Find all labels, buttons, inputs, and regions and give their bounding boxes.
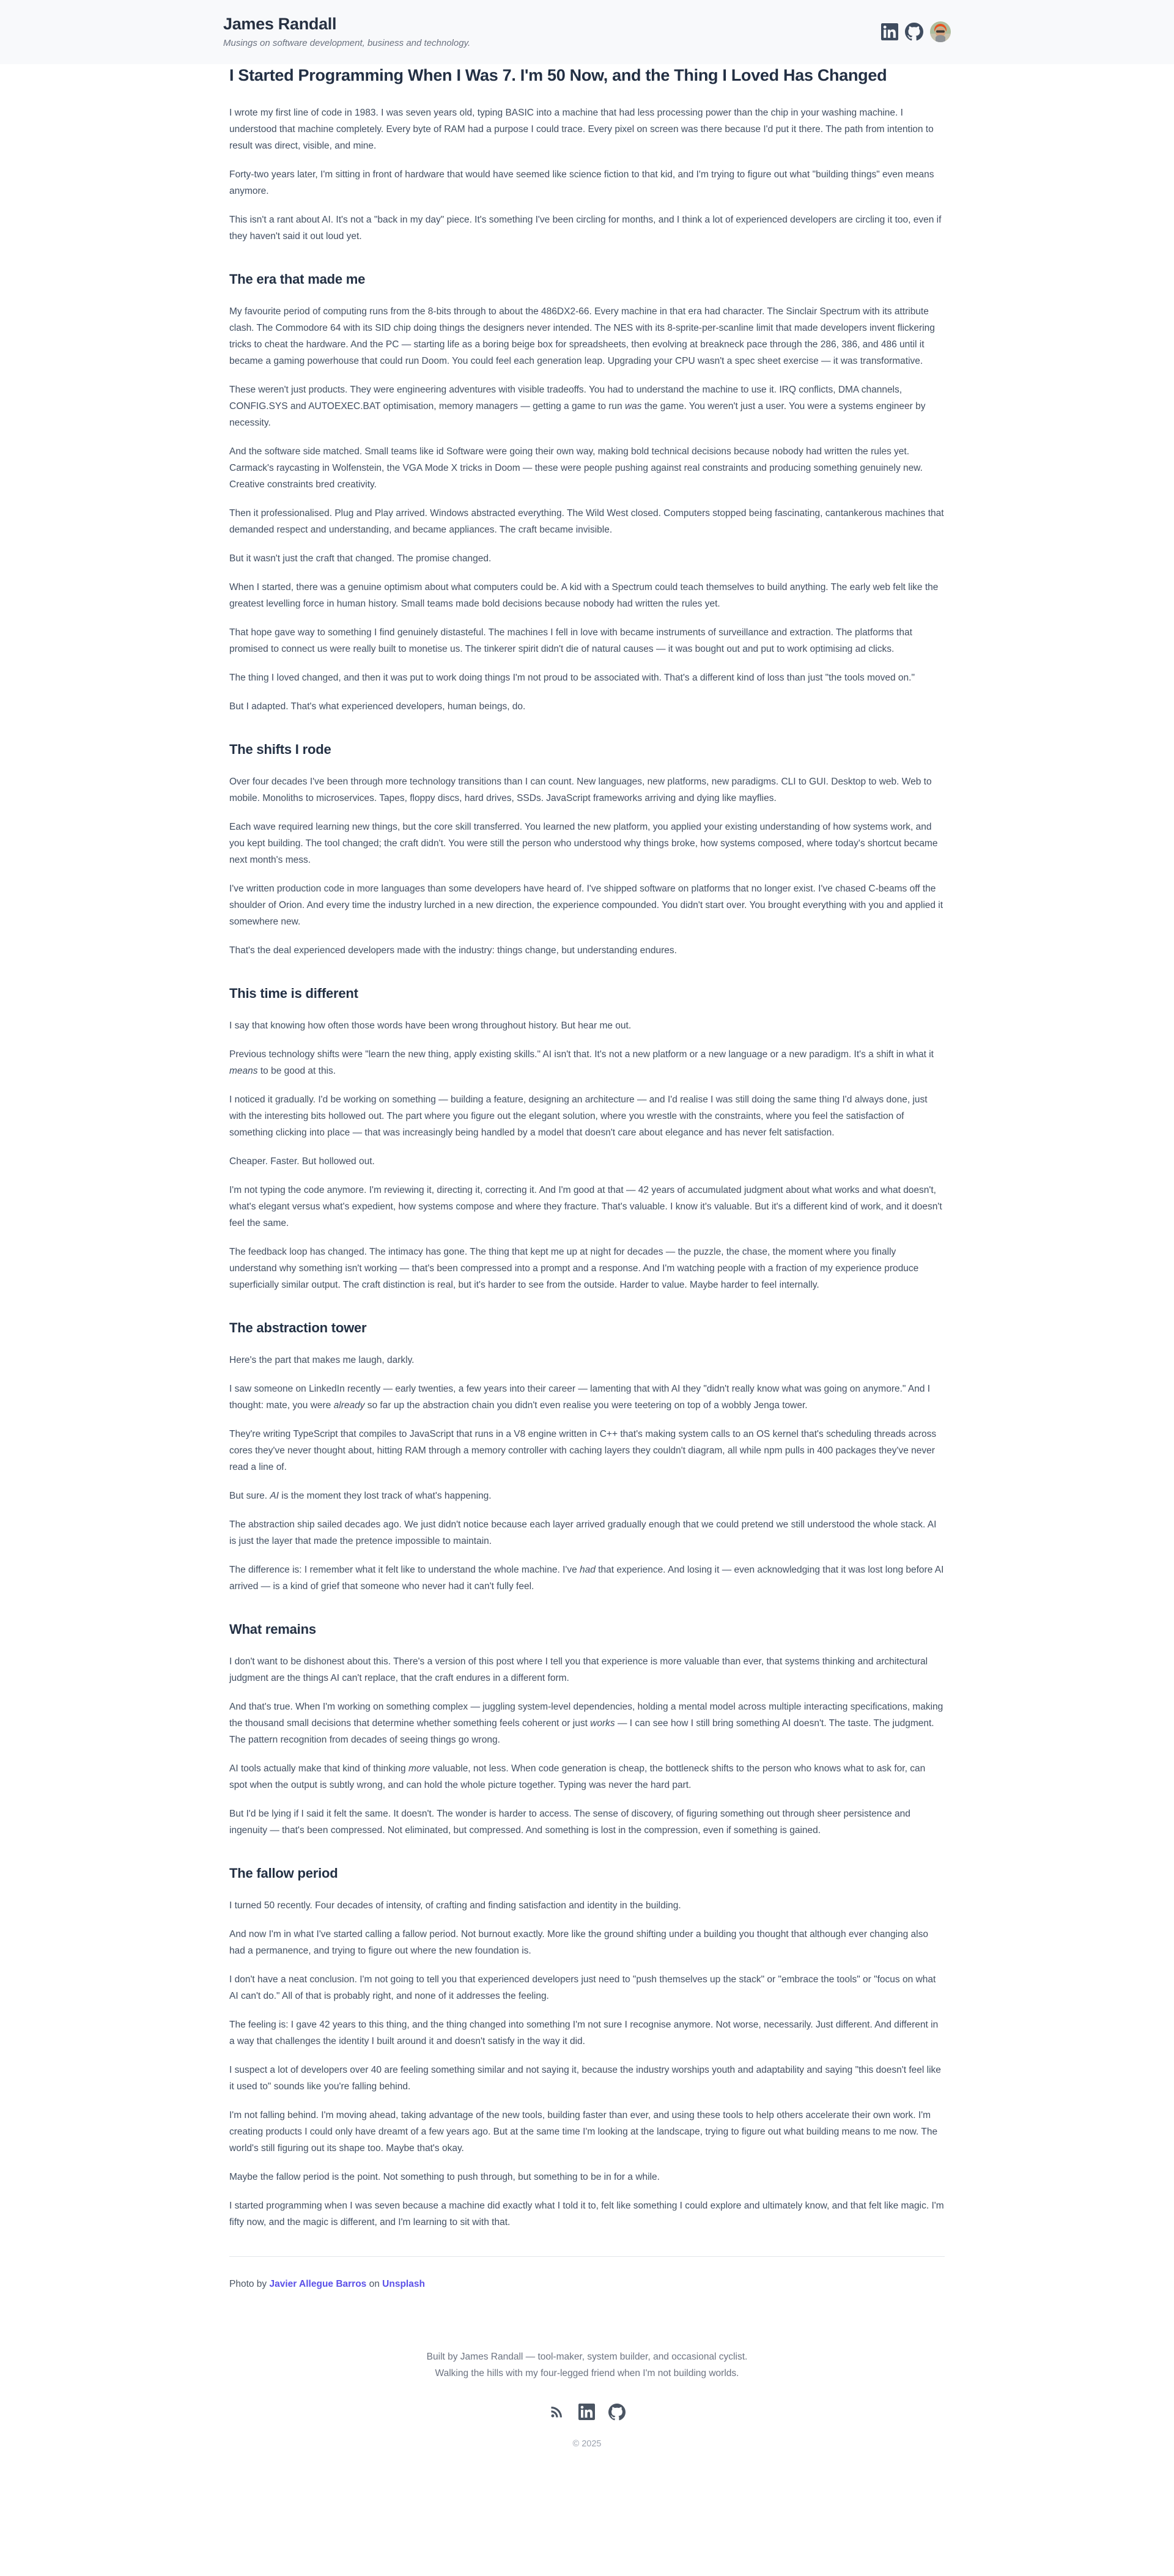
- paragraph: But it wasn't just the craft that changed. The promise changed.: [229, 553, 492, 564]
- paragraph: Cheaper. Faster. But hollowed out.: [229, 1156, 375, 1167]
- paragraph: I don't want to be dishonest about this. There's a version of this post where I tell you that experience is more valuable than ever, that systems thinking and architectural judgment are the things AI can't replace, that the craft endures in a different form.: [229, 1656, 928, 1684]
- linkedin-icon[interactable]: [578, 2404, 595, 2421]
- section-heading: The era that made me: [229, 271, 366, 287]
- paragraph: And the software side matched. Small teams like id Software were going their own way, making bold technical decisions because nobody had written the rules yet. Carmack's raycasting in Wolfenstein, the VGA Mode X tricks in Doom — these were people pushing against real constraints and producing something genuinely new. Creative constraints bred creativity.: [229, 446, 923, 490]
- paragraph: Here's the part that makes me laugh, darkly.: [229, 1355, 415, 1366]
- github-icon[interactable]: [905, 23, 923, 41]
- paragraph: I'm not falling behind. I'm moving ahead, taking advantage of the new tools, building faster than ever, and using these tools to help others accelerate their own work. I'm creating products I could only have dreamt of a few years ago. But at the same time I'm looking at the landscape, trying to figure out what building means to me now. The world's still figuring out its shape too. Maybe that's okay.: [229, 2110, 938, 2154]
- paragraph: But I adapted. That's what experienced developers, human beings, do.: [229, 701, 526, 712]
- photo-credit: [229, 2279, 945, 2290]
- paragraph: I don't have a neat conclusion. I'm not going to tell you that experienced developers just need to "push themselves up the stack" or "embrace the tools" or "focus on what AI can't do." All of that is probably right, and none of it addresses the feeling.: [229, 1974, 936, 2002]
- paragraph: My favourite period of computing runs from the 8-bits through to about the 486DX2-66. Every machine in that era had character. The Sinclair Spectrum with its attribute clash. The Commodore 64 with its SID chip doing things the designers never intended. The NES with its 8-sprite-per-scanline limit that made developers invent flickering tricks to cheat the hardware. And the PC — starting life as a boring beige box for spreadsheets, then evolving at breakneck pace through the 286, 386, and 486 until it became a gaming powerhouse that could run Doom. You could feel each generation leap. Upgrading your CPU wasn't a spec sheet exercise — it was transformative.: [229, 306, 935, 367]
- paragraph: I turned 50 recently. Four decades of intensity, of crafting and finding satisfaction and identity in the building.: [229, 1900, 681, 1911]
- emphasis-text: was: [624, 401, 642, 412]
- paragraph: But sure. AI is the moment they lost track of what's happening.: [229, 1491, 492, 1502]
- paragraph: The feedback loop has changed. The intimacy has gone. The thing that kept me up at night for decades — the puzzle, the chase, the moment where you finally understand why something isn't working — that's been compressed into a prompt and a response. And I'm watching people with a fraction of my experience produce superficially similar output. The craft distinction is real, but it's harder to see from the outside. Harder to value. Maybe harder to feel internally.: [229, 1247, 919, 1291]
- paragraph: Each wave required learning new things, but the core skill transferred. You learned the new platform, you applied your existing understanding of how systems work, and you kept building. The tool changed; the craft didn't. You were still the person who understood why things broke, how systems composed, where today's shortcut became next month's mess.: [229, 822, 938, 866]
- paragraph: I wrote my first line of code in 1983. I was seven years old, typing BASIC into a machine that had less processing power than the chip in your washing machine. I understood that machine completely. Every byte of RAM had a purpose I could trace. Every pixel on screen was there because I'd put it there. The path from intention to result was direct, visible, and mine.: [229, 108, 934, 152]
- paragraph: Then it professionalised. Plug and Play arrived. Windows abstracted everything. The Wild West closed. Computers stopped being fascinating, cantankerous machines that demanded respect and understanding, and became appliances. The craft became invisible.: [229, 508, 944, 536]
- emphasis-text: AI: [270, 1491, 279, 1502]
- site-tagline: Musings on software development, business and technology.: [223, 38, 471, 48]
- site-title[interactable]: James Randall: [223, 15, 337, 33]
- emphasis-text: works: [590, 1718, 615, 1729]
- footer-social-links: [229, 2404, 945, 2421]
- paragraph: I suspect a lot of developers over 40 are feeling something similar and not saying it, because the industry worships youth and adaptability and saying "this doesn't feel like it used to" sounds like you're falling behind.: [229, 2065, 941, 2092]
- linkedin-icon[interactable]: [881, 23, 898, 40]
- divider: [229, 2256, 945, 2257]
- photo-credit-middle: on: [366, 2279, 383, 2290]
- github-icon[interactable]: [608, 2404, 626, 2421]
- paragraph: But I'd be lying if I said it felt the same. It doesn't. The wonder is harder to access. The sense of discovery, of figuring something out through sheer persistence and ingenuity — that's been compressed. Not eliminated, but compressed. And something is lost in the compression, even if something is gained.: [229, 1809, 910, 1836]
- paragraph: They're writing TypeScript that compiles to JavaScript that runs in a V8 engine written in C++ that's making system calls to an OS kernel that's scheduling threads across cores they've never thought about, hitting RAM through a memory controller with caching layers they couldn't diagram, all while npm pulls in 400 packages they've never read a line of.: [229, 1429, 937, 1473]
- section-heading: The fallow period: [229, 1866, 338, 1881]
- paragraph: I saw someone on LinkedIn recently — early twenties, a few years into their career — lamenting that with AI they "didn't really know what was going on anymore." And I thought: mate, you were already so far up the abstraction chain you didn't even realise you were teetering on top of a wobbly Jenga tower.: [229, 1384, 931, 1411]
- section-heading: The abstraction tower: [229, 1320, 367, 1336]
- section-heading: The shifts I rode: [229, 742, 331, 758]
- paragraph: I noticed it gradually. I'd be working on something — building a feature, designing an architecture — and I'd realise I was still doing the same thing I'd always done, just with the interesting bits hollowed out. The part where you figure out the elegant solution, where you wrestle with the constraints, where you feel the satisfaction of something clicking into place — that was increasingly being handled by a model that doesn't care about elegance and has never felt satisfaction.: [229, 1094, 928, 1139]
- paragraph: This isn't a rant about AI. It's not a "back in my day" piece. It's something I've been circling for months, and I think a lot of experienced developers are circling it too, even if they haven't said it out loud yet.: [229, 215, 942, 242]
- footer-byline-1: Built by James Randall — tool-maker, system builder, and occasional cyclist.: [426, 2352, 748, 2363]
- paragraph: I'm not typing the code anymore. I'm reviewing it, directing it, correcting it. And I'm good at that — 42 years of accumulated judgment about what works and what doesn't, what's elegant versus what's expedient, how systems compose and where they fracture. That's valuable. I know it's valuable. But it's a different kind of work, and it doesn't feel the same.: [229, 1185, 942, 1229]
- emphasis-text: already: [333, 1400, 365, 1411]
- paragraph: Over four decades I've been through more technology transitions than I can count. New languages, new platforms, new paradigms. CLI to GUI. Desktop to web. Web to mobile. Monoliths to microservices. Tapes, floppy discs, hard drives, SSDs. JavaScript frameworks arriving and dying like mayflies.: [229, 777, 932, 804]
- paragraph: The abstraction ship sailed decades ago. We just didn't notice because each layer arrived gradually enough that we could pretend we still understood the whole stack. AI is just the layer that made the pretence impossible to maintain.: [229, 1519, 937, 1547]
- photo-credit-prefix: Photo by: [229, 2279, 270, 2290]
- paragraph: The difference is: I remember what it felt like to understand the whole machine. I've had that experience. And losing it — even acknowledging that it was lost long before AI arrived — is a kind of grief that someone who never had it can't fully feel.: [229, 1565, 944, 1592]
- emphasis-text: means: [229, 1066, 258, 1077]
- post-body: [229, 105, 945, 2231]
- site-identity: [223, 15, 470, 48]
- paragraph: Previous technology shifts were "learn the new thing, apply existing skills." AI isn't that. It's not a new platform or a new language or a new paradigm. It's a shift in what it means to be good at this.: [229, 1049, 934, 1077]
- paragraph: When I started, there was a genuine optimism about what computers could be. A kid with a Spectrum could teach themselves to build anything. The early web felt like the greatest levelling force in human history. Small teams made bold decisions because nobody had written the rules yet.: [229, 582, 939, 610]
- paragraph: And that's true. When I'm working on something complex — juggling system-level dependencies, holding a mental model across multiple interacting specifications, making the thousand small decisions that determine whether something feels coherent or just works — I can see how I still bring something AI doesn't. The taste. The judgment. The pattern recognition from decades of seeing things go wrong.: [229, 1702, 943, 1746]
- rss-icon[interactable]: [548, 2404, 565, 2421]
- footer-byline-2: Walking the hills with my four-legged friend when I'm not building worlds.: [435, 2368, 739, 2379]
- emphasis-text: more: [408, 1763, 430, 1774]
- article: [223, 64, 951, 2290]
- emphasis-text: had: [580, 1565, 596, 1576]
- section-heading: What remains: [229, 1622, 316, 1637]
- paragraph: Forty-two years later, I'm sitting in front of hardware that would have seemed like science fiction to that kid, and I'm trying to figure out what "building things" even means anymore.: [229, 169, 934, 197]
- paragraph: I've written production code in more languages than some developers have heard of. I've shipped software on platforms that no longer exist. I've chased C-beams off the shoulder of Orion. And every time the industry lurched in a new direction, the experience compounded. You didn't start over. You brought everything with you and applied it somewhere new.: [229, 884, 943, 928]
- paragraph: That's the deal experienced developers made with the industry: things change, but understanding endures.: [229, 945, 677, 956]
- post-title: I Started Programming When I Was 7. I'm 50 Now, and the Thing I Loved Has Changed: [229, 66, 887, 84]
- paragraph: The feeling is: I gave 42 years to this thing, and the thing changed into something I'm not sure I recognise anymore. Not worse, necessarily. Just different. And different in a way that challenges the identity I built around it and doesn't satisfy in the way it did.: [229, 2020, 939, 2047]
- paragraph: AI tools actually make that kind of thinking more valuable, not less. When code generation is cheap, the bottleneck shifts to the person who knows what to ask for, can spot when the output is subtly wrong, and can hold the whole picture together. Typing was never the hard part.: [229, 1763, 926, 1791]
- unsplash-link[interactable]: Unsplash: [382, 2279, 425, 2290]
- paragraph: And now I'm in what I've started calling a fallow period. Not burnout exactly. More like the ground shifting under a building you thought that although ever changing also had a permanence, and trying to figure out where the new foundation is.: [229, 1929, 928, 1957]
- paragraph: These weren't just products. They were engineering adventures with visible tradeoffs. You had to understand the machine to use it. IRQ conflicts, DMA channels, CONFIG.SYS and AUTOEXEC.BAT optimisation, memory managers — getting a game to run was the game. You weren't just a user. You were a systems engineer by necessity.: [229, 385, 926, 429]
- paragraph: Maybe the fallow period is the point. Not something to push through, but something to be in for a while.: [229, 2172, 660, 2183]
- paragraph: The thing I loved changed, and then it was put to work doing things I'm not proud to be associated with. That's a different kind of loss than just "the tools moved on.": [229, 673, 915, 684]
- site-footer: [0, 2290, 1174, 2478]
- site-header: [0, 0, 1174, 64]
- paragraph: That hope gave way to something I find genuinely distasteful. The machines I fell in love with became instruments of surveillance and extraction. The platforms that promised to connect us were really built to monetise us. The tinkerer spirit didn't die of natural causes — it was bought out and put to work optimising ad clicks.: [229, 627, 912, 655]
- section-heading: This time is different: [229, 986, 358, 1002]
- avatar[interactable]: [930, 21, 951, 42]
- header-social-links: [881, 21, 951, 42]
- photo-author-link[interactable]: Javier Allegue Barros: [269, 2279, 367, 2290]
- paragraph: I say that knowing how often those words have been wrong throughout history. But hear me out.: [229, 1020, 632, 1032]
- copyright: © 2025: [572, 2439, 602, 2449]
- paragraph: I started programming when I was seven because a machine did exactly what I told it to, felt like something I could explore and ultimately know, and that felt like magic. I'm fifty now, and the magic is different, and I'm learning to sit with that.: [229, 2201, 944, 2228]
